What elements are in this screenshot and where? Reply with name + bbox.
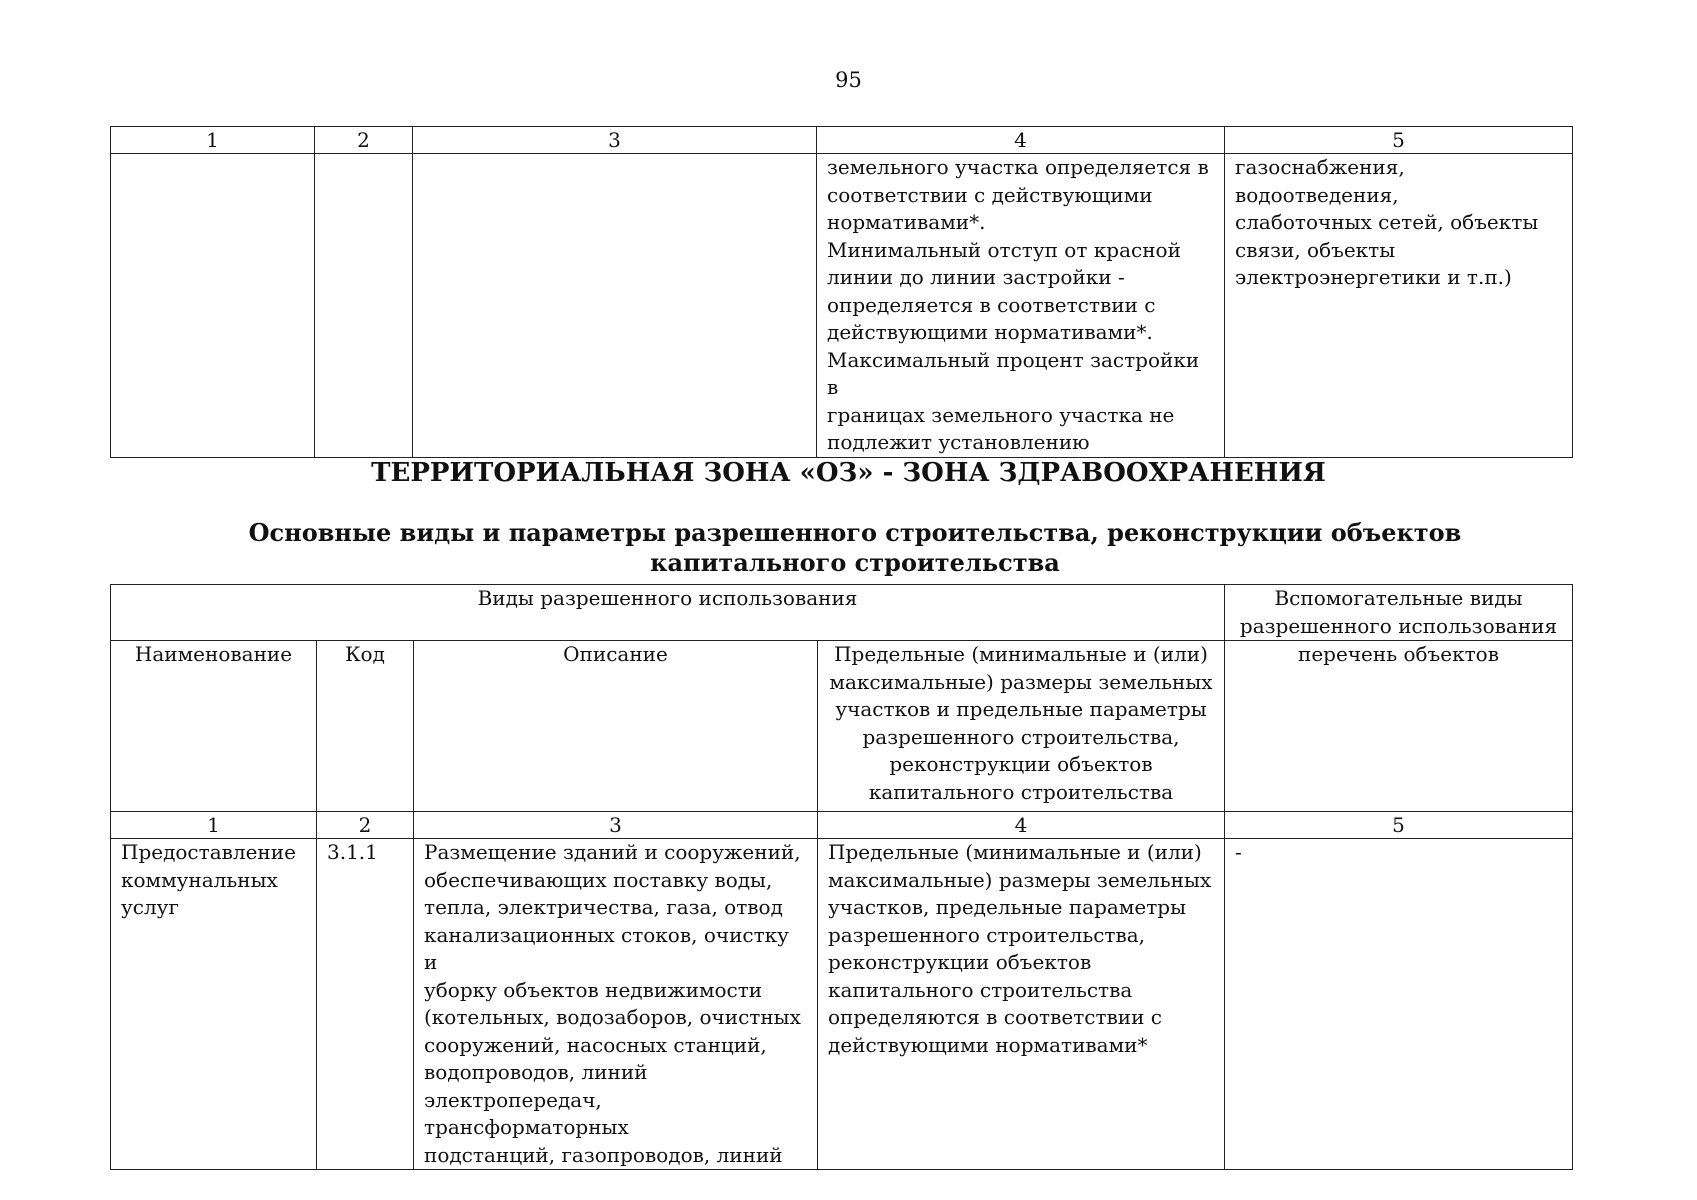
header-name: Наименование: [111, 641, 317, 812]
col-number-3: 3: [413, 127, 817, 154]
col-number-2: 2: [315, 127, 413, 154]
header-objects: перечень объектов: [1225, 641, 1573, 812]
header-parameters: Предельные (минимальные и (или) максимальные) размеры земельных участков и предельные параметры разрешенного строительства, реконструкции объектов капитального строительства: [818, 641, 1225, 812]
cell-name: Предоставление коммунальных услуг: [111, 839, 317, 1170]
cell-code: [315, 154, 413, 458]
col-number-3: 3: [414, 812, 818, 839]
col-number-4: 4: [817, 127, 1225, 154]
col-number-1: 1: [111, 127, 315, 154]
permitted-use-table: [110, 584, 1573, 1170]
column-number-row: [111, 812, 1573, 839]
table-row: [111, 839, 1573, 1170]
cell-objects: -: [1225, 839, 1573, 1170]
group-header-row: [111, 585, 1573, 641]
cell-description: Размещение зданий и сооружений, обеспечивающих поставку воды, тепла, электричества, газа, отвод канализационных стоков, очистку и уборку объектов недвижимости (котельных, водозаборов, очистных сооружений, насосных станций, водопроводов, линий электропередач, трансформаторных подстанций, газопроводов, линий: [414, 839, 818, 1170]
cell-parameters: Предельные (минимальные и (или) максимальные) размеры земельных участков, предельные параметры разрешенного строительства, реконструкции объектов капитального строительства определяются в соответствии с действующими нормативами*: [818, 839, 1225, 1170]
col-number-5: 5: [1225, 812, 1573, 839]
column-number-row: [111, 127, 1573, 154]
col-number-5: 5: [1225, 127, 1573, 154]
section-title: Основные виды и параметры разрешенного строительства, реконструкции объектов капитального строительства: [248, 518, 1462, 577]
page-number: 95: [835, 68, 862, 92]
table-row: [111, 154, 1573, 458]
cell-auxiliary: газоснабжения, водоотведения, слаботочных сетей, объекты связи, объекты электроэнергетики и т.п.): [1225, 154, 1573, 458]
zone-title: ТЕРРИТОРИАЛЬНАЯ ЗОНА «ОЗ» - ЗОНА ЗДРАВООХРАНЕНИЯ: [371, 458, 1326, 488]
col-number-4: 4: [818, 812, 1225, 839]
col-number-1: 1: [111, 812, 317, 839]
continuation-table: [110, 126, 1573, 458]
cell-parameters: земельного участка определяется в соответствии с действующими нормативами*. Минимальный отступ от красной линии до линии застройки - определяется в соответствии с действующими нормативами*. Максимальный процент застройки в границах земельного участка не подлежит установлению: [817, 154, 1225, 458]
column-header-row: [111, 641, 1573, 812]
col-number-2: 2: [317, 812, 414, 839]
group-header: Виды разрешенного использования: [111, 585, 1225, 641]
cell-code: 3.1.1: [317, 839, 414, 1170]
cell-name: [111, 154, 315, 458]
cell-description: [413, 154, 817, 458]
header-description: Описание: [414, 641, 818, 812]
header-code: Код: [317, 641, 414, 812]
aux-header: Вспомогательные виды разрешенного использования: [1225, 585, 1573, 641]
